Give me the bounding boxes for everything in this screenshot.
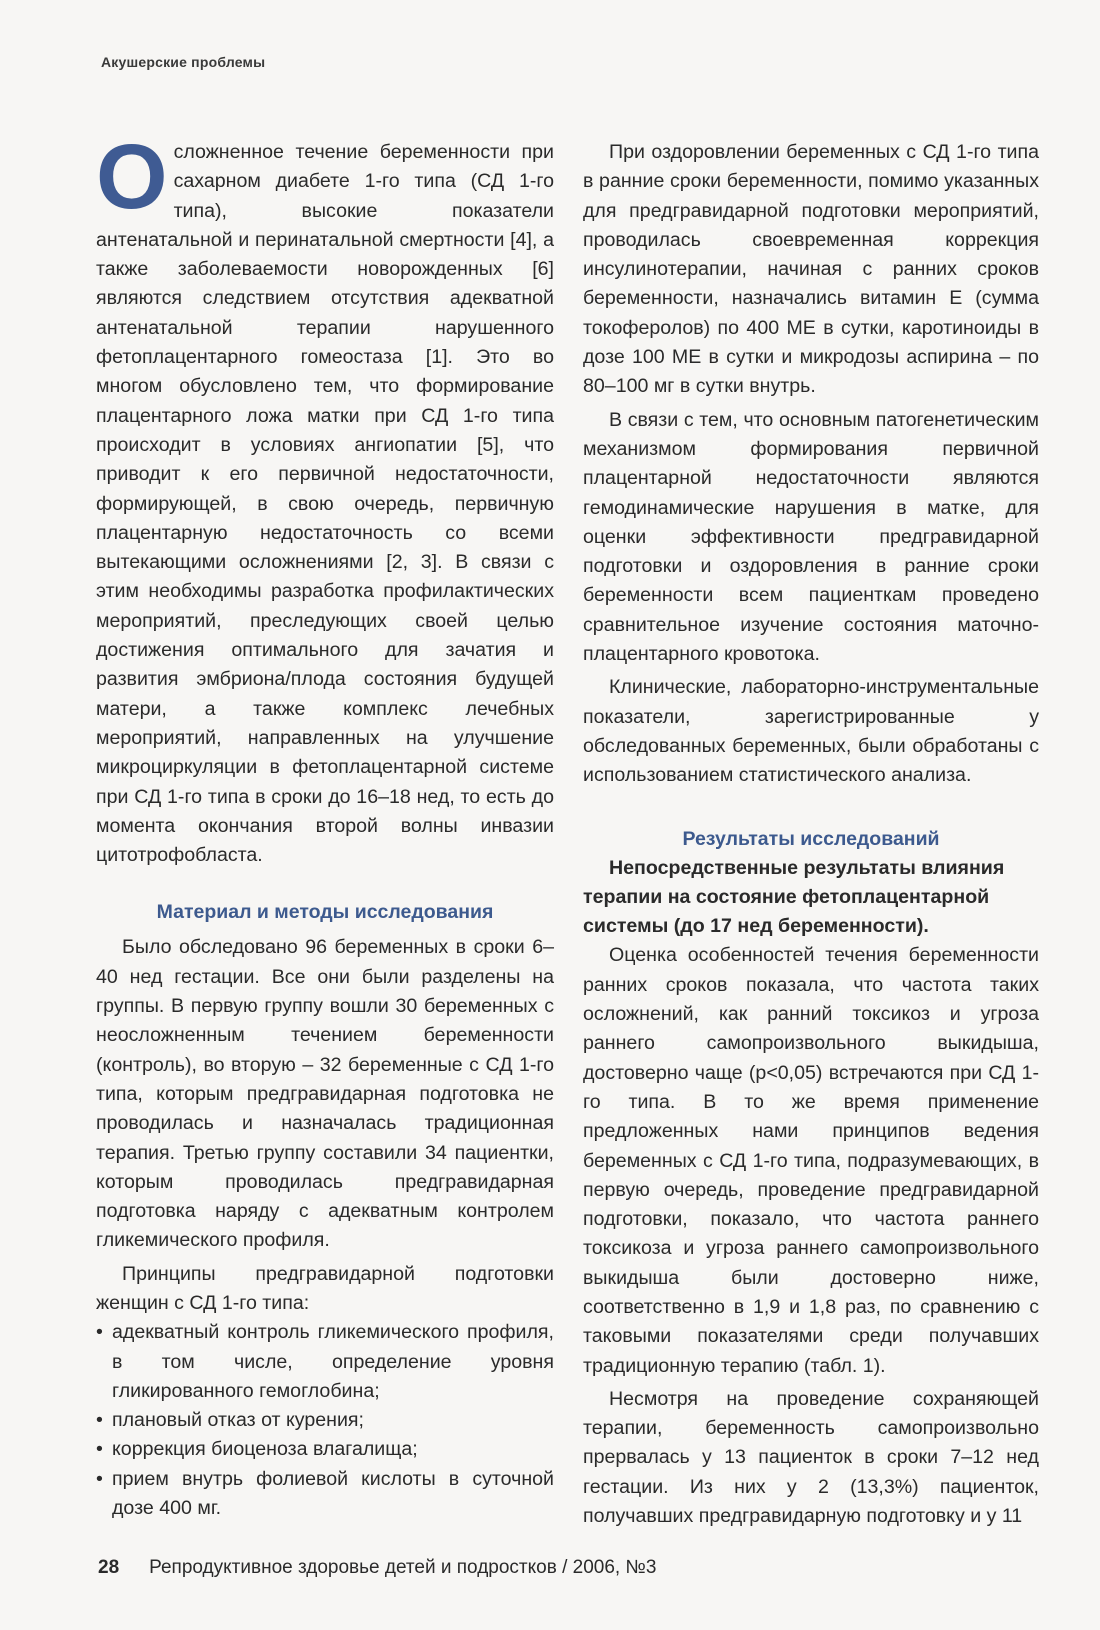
results-subheading: Непосредственные результаты влияния терапии на состояние фетоплацентарной системы (до 17 нед беременности). (583, 856, 1005, 938)
right-paragraph-2: В связи с тем, что основным патогенетическим механизмом формирования первичной плацентарной недостаточности являются гемодинамические нарушения в матке, для оценки эффективности предгравидарной подготовки и оздоровления в ранние сроки беременности всем пациенткам проведено сравнительное изучение состояния маточно-плацентарного кровотока. (583, 408, 1039, 666)
right-paragraph-1: При оздоровлении беременных с СД 1-го типа в ранние сроки беременности, помимо указанных для предгравидарной подготовки мероприятий, проводилась своевременная коррекция инсулинотерапии, начиная с ранних сроков беременности, назначались витамин Е (сумма токоферолов) по 400 МЕ в сутки, каротиноиды в дозе 100 МЕ в сутки и микродозы аспирина – по 80–100 мг в сутки внутрь. (583, 141, 1039, 398)
page-number: 28 (98, 1557, 120, 1578)
right-paragraph-3: Клинические, лабораторно-инструментальные показатели, зарегистрированные у обследованных беременных, были обработаны с использованием статистического анализа. (583, 676, 1039, 787)
section-header: Акушерские проблемы (101, 54, 266, 70)
principles-list (96, 1318, 554, 1523)
intro-text: сложненное течение беременности при сахарном диабете 1-го типа (СД 1-го типа), высокие показатели антенатальной и перинатальной смертности [4], а также заболеваемости новорожденных [6] являются следствием отсутствия адекватной антенатальной терапии нарушенного фетоплацентарного гомеостаза [1]. Это во многом обусловлено тем, что формирование плацентарного ложа матки при СД 1-го типа происходит в условиях ангиопатии [5], что приводит к его первичной недостаточности, формирующей, в свою очередь, первичную плацентарную недостаточность со всеми вытекающими осложнениями [2, 3]. В связи с этим необходимы разработка профилактических мероприятий, преследующих своей целью достижения оптимального для зачатия и развития эмбриона/плода состояния будущей матери, а также комплекс лечебных мероприятий, направленных на улучшение микроциркуляции в фетоплацентарной системе при СД 1-го типа в сроки до 16–18 нед, то есть до момента окончания второй волны инвазии цитотрофобласта. (96, 141, 554, 867)
right-paragraph-4: Оценка особенностей течения беременности ранних сроков показала, что частота таких осложнений, как ранний токсикоз и угроза раннего самопроизвольного выкидыша, достоверно чаще (р<0,05) встречаются при СД 1-го типа. В то же время применение предложенных нами принципов ведения беременных с СД 1-го типа, подразумевающих, в первую очередь, проведение предгравидарной подготовки, показало, что частота раннего токсикоза и угроза раннего самопроизвольного выкидыша были достоверно ниже, соответственно в 1,9 и 1,8 раз, по сравнению с таковыми показателями среди получавших традиционную терапию (табл. 1). (583, 944, 1039, 1377)
methods-paragraph-1: Было обследовано 96 беременных в сроки 6–40 нед гестации. Все они были разделены на группы. В первую группу вошли 30 беременных с неосложненным течением беременности (контроль), во вторую – 32 беременные с СД 1-го типа, которым предгравидарная подготовка не проводилась и назначалась традиционная терапия. Третью группу составили 34 пациентки, которым проводилась предгравидарная подготовка наряду с адекватным контролем гликемического профиля. (96, 936, 554, 1252)
methods-heading: Материал и методы исследования (156, 901, 494, 924)
list-item: • коррекция биоценоза влагалища; (96, 1435, 554, 1464)
list-item: • адекватный контроль гликемического профиля, в том числе, определение уровня гликированного гемоглобина; (96, 1318, 554, 1406)
results-heading: Результаты исследований (682, 827, 940, 850)
intro-paragraph (96, 126, 554, 870)
right-column (583, 138, 1039, 1531)
drop-cap: О (96, 126, 168, 228)
list-item: • плановый отказ от курения; (96, 1406, 554, 1435)
methods-paragraph-2: Принципы предгравидарной подготовки женщин с СД 1-го типа: (96, 1262, 554, 1314)
journal-title: Репродуктивное здоровье детей и подростков / 2006, №3 (149, 1557, 657, 1578)
left-column (96, 126, 554, 1523)
right-paragraph-5: Несмотря на проведение сохраняющей терапии, беременность самопроизвольно прервалась у 13 пациенток в сроки 7–12 нед гестации. Из них у 2 (13,3%) пациенток, получавших предгравидарную подготовку и у 11 (583, 1387, 1039, 1528)
page-footer (98, 1557, 656, 1579)
list-item: • прием внутрь фолиевой кислоты в суточной дозе 400 мг. (96, 1465, 554, 1524)
